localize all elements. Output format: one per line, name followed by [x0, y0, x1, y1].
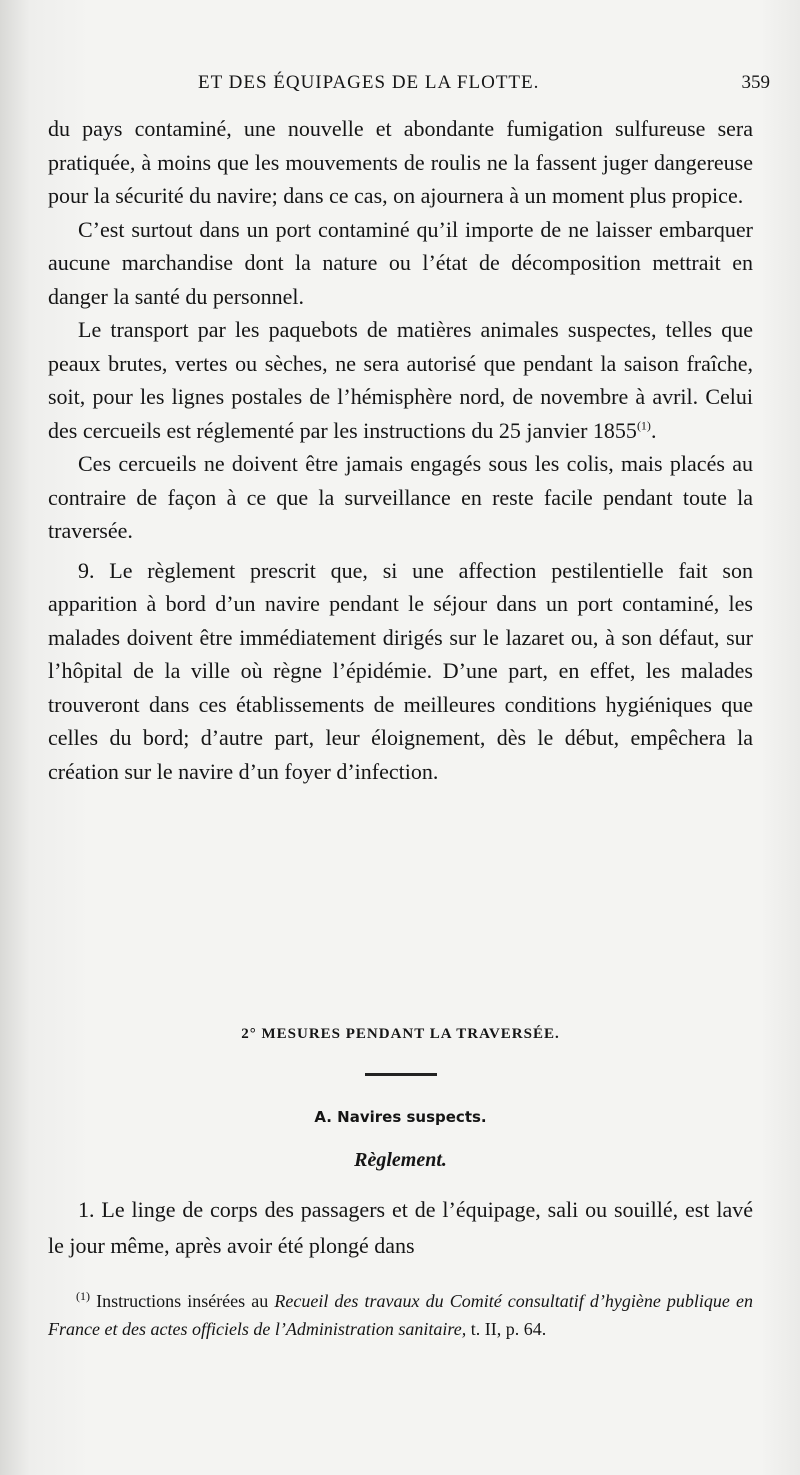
paragraph-1: du pays contaminé, une nouvelle et abondante fumigation sulfureuse sera pratiquée, à moins que les mouvements de roulis ne la fassent juger dangereuse pour la sécurité du navire; dans ce cas, on ajournera à un moment plus propice.	[48, 116, 753, 208]
body-text-2	[48, 1192, 753, 1264]
footnote	[48, 1282, 753, 1343]
rule-paragraph-1: 1. Le linge de corps des passagers et de l’équipage, sali ou souillé, est lavé le jour même, après avoir été plongé dans	[48, 1197, 753, 1258]
subsection-title: A. Navires suspects.	[314, 1108, 487, 1126]
page-number: 359	[741, 72, 770, 93]
paragraph-2: C’est surtout dans un port contaminé qu’il importe de ne laisser embarquer aucune marchandise dont la nature ou l’état de décomposition mettrait en danger la santé du personnel.	[48, 216, 753, 309]
paragraph-5: 9. Le règlement prescrit que, si une affection pestilentielle fait son apparition à bord d’un navire pendant le séjour dans un port contaminé, les malades doivent être immédiatement dirigés sur le lazaret ou, à son défaut, sur l’hôpital de la ville où règne l’épidémie. D’une part, en effet, les malades trouveront dans ces établissements de meilleures conditions hygiéniques que celles du bord; d’autre part, leur éloignement, dès le début, empêchera la création sur le navire d’un foyer d’infection.	[48, 557, 753, 784]
paragraph-3-end: .	[650, 417, 657, 443]
running-title: ET DES ÉQUIPAGES DE LA FLOTTE.	[198, 72, 540, 93]
section-title: 2° MESURES PENDANT LA TRAVERSÉE.	[241, 1026, 560, 1042]
footnote-text	[48, 1282, 753, 1343]
footnote-text-b: t. II, p. 64.	[466, 1319, 547, 1339]
footnote-text-a: Instructions insérées au	[96, 1291, 275, 1311]
running-head	[48, 72, 770, 106]
paragraph-4: Ces cercueils ne doivent être jamais engagés sous les colis, mais placés au contraire de façon à ce que la surveillance en reste facile pendant toute la traversée.	[48, 451, 753, 543]
section-divider	[365, 1073, 437, 1076]
paragraph-3-text: Le transport par les paquebots de matières animales suspectes, telles que peaux brutes, vertes ou sèches, ne sera autorisé que pendant la saison fraîche, soit, pour les lignes postales de l’hémisphère nord, de novembre à avril. Celui des cercueils est réglementé par les instructions du 25 janvier 1855	[48, 317, 753, 443]
paragraph-3	[48, 313, 753, 447]
sub-subsection-title: Règlement.	[354, 1149, 447, 1171]
body-text	[48, 112, 753, 788]
footnote-mark: (1)	[76, 1289, 90, 1303]
footnote-ref[interactable]: (1)	[636, 418, 651, 433]
footnote-italic: Recueil des travaux du Comité consultatif d’hygiène publique en France et des actes officiels de l’Administration sanitaire,	[48, 1291, 754, 1339]
